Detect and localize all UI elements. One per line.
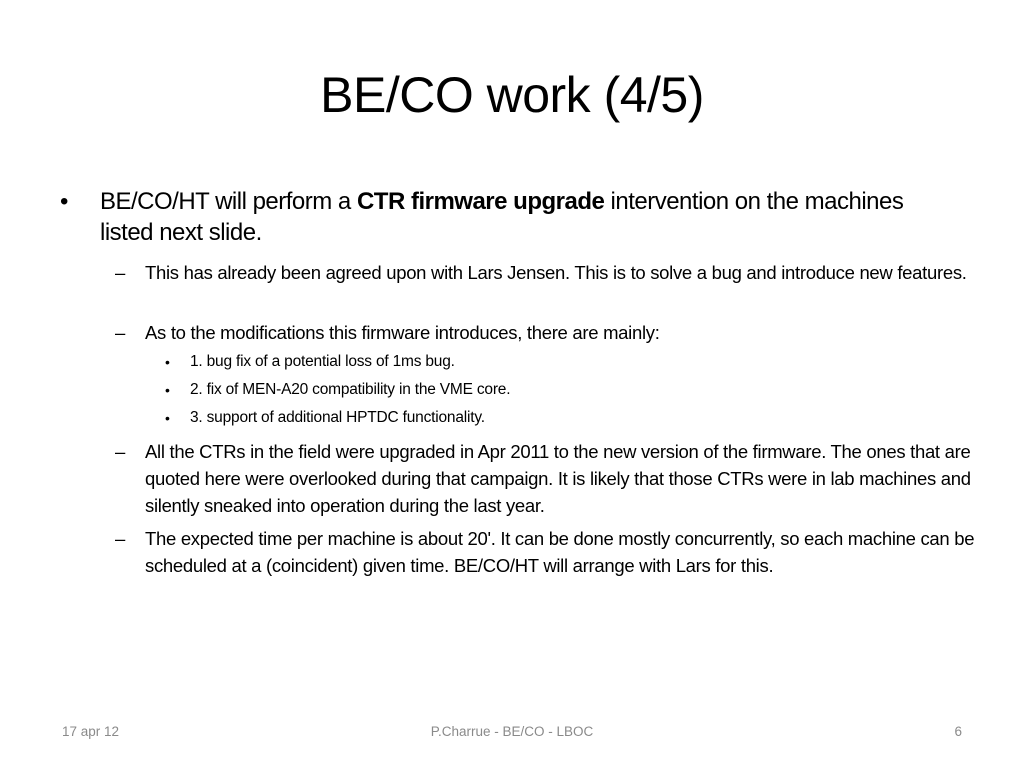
sub-sub-item-1	[165, 352, 970, 372]
slide-title: BE/CO work (4/5)	[320, 67, 704, 123]
sub-sub-item-text: 3. support of additional HPTDC functionality.	[190, 409, 485, 426]
sub-item-2	[115, 319, 975, 346]
sub-sub-item-text: 1. bug fix of a potential loss of 1ms bug.	[190, 353, 455, 370]
dash-icon: –	[115, 322, 125, 343]
bullet-icon: •	[165, 410, 170, 426]
bullet-icon: •	[165, 354, 170, 370]
sub-item-text: All the CTRs in the field were upgraded in Apr 2011 to the new version of the firmware. The ones that are quoted here were overlooked during that campaign. It is likely that those CTRs were in lab machines and silently sneaked into operation during the last year.	[145, 441, 971, 516]
dash-icon: –	[115, 441, 125, 462]
sub-item-1	[115, 259, 975, 286]
bullet-icon: •	[60, 188, 68, 215]
sub-item-4	[115, 525, 975, 579]
bullet-text-bold: CTR firmware upgrade	[356, 188, 605, 215]
dash-icon: –	[115, 262, 125, 283]
bullet-icon: •	[165, 382, 170, 398]
footer-author: P.Charrue - BE/CO - LBOC	[430, 724, 594, 739]
dash-icon: –	[115, 528, 125, 549]
footer-date: 17 apr 12	[62, 724, 120, 739]
sub-item-3	[115, 438, 975, 519]
slide-number: 6	[954, 724, 962, 739]
sub-item-text: The expected time per machine is about 20'. It can be done mostly concurrently, so each machine can be scheduled at a (coincident) given time. BE/CO/HT will arrange with Lars for this.	[145, 528, 975, 576]
sub-item-text: This has already been agreed upon with Lars Jensen. This is to solve a bug and introduce new features.	[145, 262, 967, 283]
sub-sub-item-3	[165, 408, 970, 428]
sub-sub-item-2	[165, 380, 970, 400]
bullet-text-start: BE/CO/HT will perform a	[100, 188, 357, 215]
bullet-item-1	[60, 186, 960, 248]
sub-sub-item-text: 2. fix of MEN-A20 compatibility in the VME core.	[190, 381, 511, 398]
bullet-text-end: intervention on the machines listed next slide.	[100, 188, 904, 246]
sub-item-text: As to the modifications this firmware introduces, there are mainly:	[145, 322, 660, 343]
